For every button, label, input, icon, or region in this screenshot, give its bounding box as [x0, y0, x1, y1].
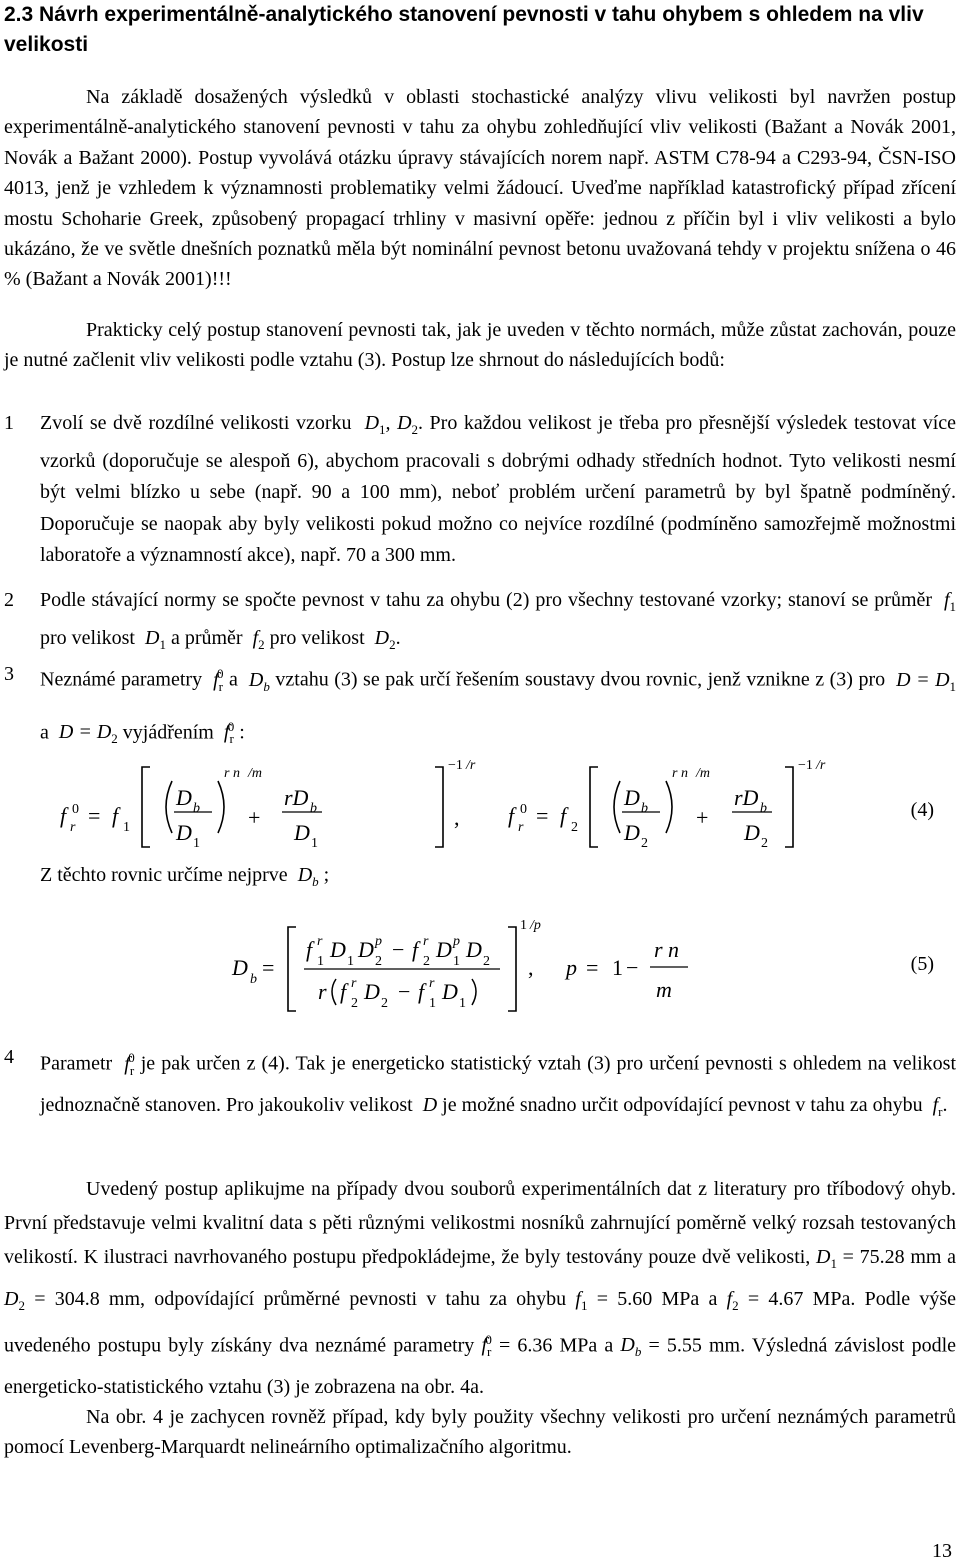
svg-text:D: D	[364, 979, 380, 1004]
svg-text:D: D	[436, 937, 452, 962]
svg-text:p: p	[453, 934, 460, 949]
svg-text:2: 2	[351, 996, 358, 1011]
svg-text:r n: r n	[224, 766, 240, 781]
math-D2: $D_2$	[4, 1287, 25, 1313]
math-D-eq-D2: $D = D_2$	[53, 721, 118, 747]
svg-text:1: 1	[317, 954, 324, 969]
math-D-eq-D1: $D = D_1$	[890, 668, 957, 694]
svg-text:+: +	[696, 805, 709, 830]
svg-text:rD: rD	[734, 785, 759, 810]
svg-text:f: f	[340, 979, 347, 1004]
math-fr0: $f_r^0$	[207, 666, 224, 694]
svg-text:/r: /r	[466, 758, 476, 773]
svg-text:r: r	[70, 820, 76, 835]
svg-text:−: −	[626, 955, 639, 980]
step-text: Podle stávající normy se spočte pevnost v tahu za ohybu (2) pro všechny testované vzorky; stanoví se průměr	[40, 589, 933, 611]
step-3: 3 Neznámé parametry $f_r^0$ a $D_b$ vztahu (3) se pak určí řešením soustavy dvou rovnic, jenž vznikne z (3) pro $D = D_1$ a $D = D_2$ vyjádřením $f_r^0$ :	[4, 654, 956, 759]
step-1	[4, 408, 956, 572]
step-text: vztahu (3) se pak určí řešením soustavy dvou rovnic, jenž vznikne z (3) pro	[275, 668, 886, 691]
page-number: 13	[932, 1540, 952, 1562]
svg-text:r: r	[429, 976, 435, 991]
svg-text:1: 1	[459, 996, 466, 1011]
svg-text:f: f	[412, 937, 419, 962]
svg-text:D: D	[442, 979, 458, 1004]
step-text: Neznámé parametry	[40, 668, 203, 691]
equation-4-graphic	[0, 755, 960, 855]
paragraph-closing: Na obr. 4 je zachycen rovněž případ, kdy byly použity všechny velikosti pro určení neznámých parametrů pomocí Levenberg-Marquardt nelineárního optimalizačního algoritmu.	[4, 1406, 956, 1459]
svg-text:/m: /m	[248, 766, 262, 781]
svg-text:1: 1	[429, 996, 436, 1011]
between-equations: Z těchto rovnic určíme nejprve $D_b$ ;	[40, 864, 330, 889]
svg-text:f: f	[60, 803, 67, 828]
math-Db: $D_b$	[620, 1334, 642, 1360]
svg-text:f: f	[112, 803, 119, 828]
svg-text:D: D	[466, 937, 482, 962]
math-D1: $D_1$	[816, 1246, 837, 1272]
svg-text:p: p	[566, 955, 577, 980]
svg-text:1: 1	[123, 820, 130, 835]
svg-text:b: b	[250, 972, 257, 987]
paragraph-application	[4, 1172, 956, 1404]
svg-text:2: 2	[483, 954, 490, 969]
step-text: a	[229, 668, 238, 691]
math-fr: $f_r$	[927, 1093, 943, 1119]
svg-text:D: D	[624, 820, 640, 845]
svg-text:1: 1	[347, 954, 354, 969]
svg-text:0: 0	[520, 802, 527, 817]
svg-text:r: r	[317, 934, 323, 949]
svg-text:r: r	[318, 979, 327, 1004]
step-text: a	[40, 721, 49, 744]
svg-text:r: r	[423, 934, 429, 949]
paragraph-procedure: Prakticky celý postup stanovení pevnosti tak, jak je uveden v těchto normách, může zůstat zachován, pouze je nutné začlenit vliv velikosti podle vztahu (3). Postup lze shrnout do následujících bodů:	[4, 319, 956, 372]
math-fr0: $f_r^0$	[118, 1050, 135, 1078]
svg-text:2: 2	[571, 820, 578, 835]
text: Uvedený postup aplikujme na případy dvou souborů experimentálních dat z literatury pro tříbodový ohyb. První představuje velmi kvalitní data s pěti různými velikostmi nosníků zahrnující poměrně velký rozsah testovaných velikostí. K ilustraci navrhovaného postupu předpokládejme, že byly testovány pouze dvě velikosti,	[4, 1178, 956, 1269]
svg-text:f: f	[508, 803, 515, 828]
step-number: 2	[4, 589, 14, 611]
step-text: vyjádřením	[122, 721, 214, 744]
svg-text:rD: rD	[284, 785, 309, 810]
svg-text:2: 2	[375, 954, 382, 969]
svg-text:−1: −1	[448, 758, 463, 773]
text: = 75.28 mm a	[842, 1246, 957, 1269]
step-text: pro velikost	[40, 626, 135, 649]
step-number: 1	[4, 412, 14, 434]
svg-text:D: D	[176, 820, 192, 845]
svg-text:2: 2	[423, 954, 430, 969]
section-heading: 2.3 Návrh experimentálně-analytického stanovení pevnosti v tahu ohybem s ohledem na vliv velikosti	[4, 3, 924, 56]
svg-text:1: 1	[520, 918, 527, 933]
text: = 4.67 MPa. Podle výše uvedeného postupu byly získány dva neznámé parametry	[4, 1287, 957, 1357]
svg-text:/r: /r	[816, 758, 826, 773]
svg-text:b: b	[641, 801, 648, 816]
svg-text:,: ,	[454, 805, 460, 830]
svg-text:D: D	[744, 820, 760, 845]
svg-text:2: 2	[641, 836, 648, 851]
step-text: je možné snadno určit odpovídající pevnost v tahu za ohybu	[442, 1093, 923, 1116]
equation-5	[0, 915, 960, 1020]
svg-text:p: p	[375, 934, 382, 949]
svg-text:1: 1	[193, 836, 200, 851]
text: = 5.55 mm. Výsledná závislost podle energeticko-statistického vztahu (3) je zobrazena na obr. 4a.	[4, 1334, 957, 1398]
svg-text:1: 1	[453, 954, 460, 969]
svg-text:/m: /m	[696, 766, 710, 781]
math-f1: $f_1$	[938, 589, 957, 614]
math-fr0: $f_r^0$	[481, 1331, 492, 1360]
svg-text:2: 2	[381, 996, 388, 1011]
svg-text:D: D	[294, 820, 310, 845]
svg-text:f: f	[560, 803, 567, 828]
svg-text:=: =	[586, 955, 599, 980]
step-text: . Pro každou velikost je třeba pro přesnější výsledek testovat více vzorků (doporučuje se alespoň 6), abychom pracovali s dobrými odhady středních hodnot. Tyto velikosti nesmí být velmi blízko u sebe (např. 90 a 100 mm), neboť problém určení parametrů by byl špatně podmíněný. Doporučuje se naopak aby byly velikosti pokud možno co nejvíce rozdílné (podmíněno samozřejmě možnostmi laboratoře a významností akce), např. 70 a 300 mm.	[40, 412, 956, 566]
svg-text:D: D	[624, 785, 640, 810]
math-Db: $D_b$	[243, 668, 270, 694]
equation-5-graphic	[0, 915, 960, 1020]
svg-text:D: D	[176, 785, 192, 810]
text: = 304.8 mm, odpovídající průměrné pevnosti v tahu za ohybu	[34, 1287, 567, 1310]
step-text: a průměr	[170, 626, 243, 649]
math-Db: $D_b$	[292, 864, 319, 889]
svg-text:r n: r n	[654, 937, 680, 962]
svg-text:D: D	[330, 937, 346, 962]
step-text: Zvolí se dvě rozdílné velikosti vzorku	[40, 412, 352, 434]
svg-text:+: +	[248, 805, 261, 830]
svg-text:f: f	[418, 979, 425, 1004]
math-D: D	[417, 1093, 438, 1116]
math-fr0: $f_r^0$	[218, 718, 235, 747]
math-D2: $D_2$	[369, 626, 396, 652]
math-D1: $D_1$	[140, 626, 166, 652]
svg-text:D: D	[358, 937, 374, 962]
svg-text:r: r	[518, 820, 524, 835]
svg-text:0: 0	[72, 802, 79, 817]
svg-text:r n: r n	[672, 766, 688, 781]
step-2: 2 Podle stávající normy se spočte pevnost v tahu za ohybu (2) pro všechny testované vzorky; stanoví se průměr $f_1$ pro velikost $D_1$ a průměr $f_2$ pro velikost $D_2$.	[4, 585, 956, 660]
math-f2: $f_2$	[726, 1287, 739, 1313]
math-f1: $f_1$	[575, 1287, 588, 1313]
svg-text:b: b	[310, 801, 317, 816]
equation-number: (4)	[910, 799, 934, 821]
svg-text:,: ,	[528, 955, 534, 980]
step-number: 4	[4, 1046, 14, 1068]
step-text: pro velikost	[269, 626, 365, 649]
svg-text:f: f	[306, 937, 313, 962]
svg-text:D: D	[232, 955, 248, 980]
text: = 5.60 MPa a	[596, 1287, 718, 1310]
svg-text:/p: /p	[530, 918, 541, 933]
text: Z těchto rovnic určíme nejprve	[40, 864, 288, 886]
svg-text:=: =	[536, 803, 549, 828]
step-text: Parametr	[40, 1052, 113, 1075]
equation-number: (5)	[910, 953, 934, 975]
svg-text:m: m	[656, 977, 672, 1002]
svg-text:=: =	[262, 955, 275, 980]
math-f2: $f_2$	[247, 626, 265, 652]
text: = 6.36 MPa a	[498, 1334, 614, 1357]
svg-text:−1: −1	[798, 758, 813, 773]
svg-text:=: =	[88, 803, 101, 828]
math-D1-D2: $D_1$, $D_2$	[358, 412, 419, 437]
paragraph-intro: Na základě dosažených výsledků v oblasti stochastické analýzy vlivu velikosti byl navržen postup experimentálně-analytického stanovení pevnosti v tahu za ohybu zohledňující vliv velikosti (Bažant a Novák 2001, Novák a Bažant 2000). Postup vyvolává otázku úpravy stávajících norem např. ASTM C78-94 a C293-94, ČSN-ISO 4013, jenž je vzhledem k významnosti problematiky velmi žádoucí. Uveďme například katastrofický případ zřícení mostu Schoharie Greek, způsobený propagací trhliny v masivní opěře: jednou z příčin byl i vliv velikosti a bylo ukázáno, že ve světle dnešních poznatků měla být nominální pevnost betonu uvažovaná tehdy v projektu snížena o 46 % (Bažant a Novák 2001)!!!	[4, 86, 956, 291]
svg-text:r: r	[351, 976, 357, 991]
svg-text:2: 2	[761, 836, 768, 851]
svg-text:1: 1	[311, 836, 318, 851]
svg-text:−: −	[392, 937, 405, 962]
equation-4	[0, 755, 960, 855]
step-4: 4 Parametr $f_r^0$ je pak určen z (4). Tak je energeticko statistický vztah (3) pro určení pevnosti s ohledem na velikost jednoznačně stanoven. Pro jakoukoliv velikost D je možné snadno určit odpovídající pevnost v tahu za ohybu $f_r$.	[4, 1040, 956, 1129]
svg-text:b: b	[760, 801, 767, 816]
step-number: 3	[4, 663, 14, 685]
svg-text:b: b	[193, 801, 200, 816]
svg-text:1: 1	[612, 955, 623, 980]
svg-text:−: −	[398, 979, 411, 1004]
step-text: je pak určen z (4). Tak je energeticko statistický vztah (3) pro určení pevnosti s ohledem na velikost jednoznačně stanoven. Pro jakoukoliv velikost	[40, 1052, 957, 1116]
